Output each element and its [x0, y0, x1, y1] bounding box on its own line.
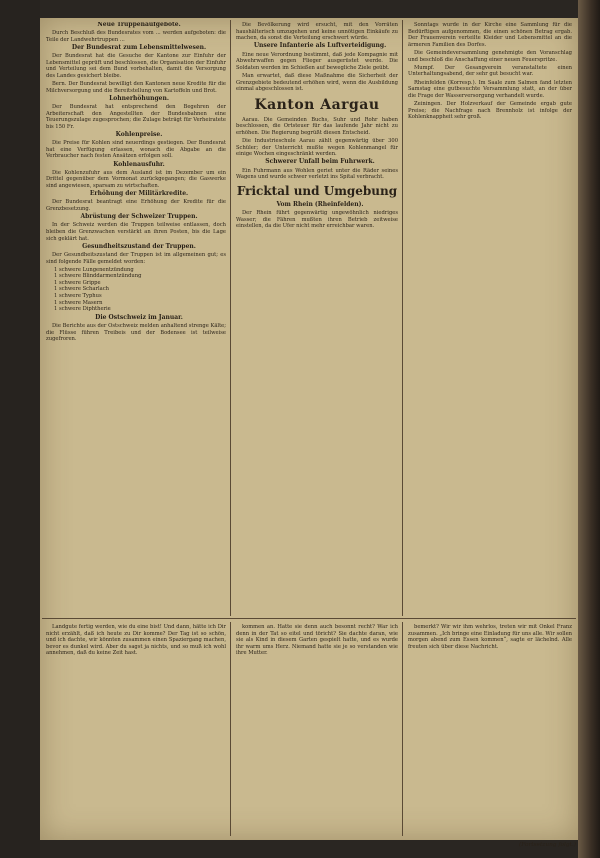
column-rule [230, 20, 231, 616]
article-text: Ein Fuhrmann aus Wohlen geriet unter die Räder seines Wagens und wurde schwer verletzt ins Spital verbracht. [236, 167, 398, 181]
list-item: 1 schwere Scharlach [54, 286, 109, 293]
section-title-aargau: Kanton Aargau [254, 96, 380, 113]
headline: Vom Rhein (Rheinfelden). [276, 200, 364, 208]
article-text: Sonntags wurde in der Kirche eine Sammlung für die Bedürftigen aufgenommen, die einen schönen Betrag ergab. Der Frauenverein verteilte Kleider und Lebensmittel an die ärmeren Familien des Dorfes. [408, 22, 572, 48]
article-text: Zeiningen. Der Holzverkauf der Gemeinde ergab gute Preise; die Nachfrage nach Brennholz ist infolge der Kohlenknappheit sehr groß. [408, 100, 572, 121]
section-rule [42, 618, 576, 619]
article-text: Die Industrieschule Aarau zählt gegenwärtig über 300 Schüler; der Unterricht mußte wegen Kohlenmangel für einige Wochen eingeschränkt werden. [236, 138, 398, 158]
story-text: Landgute fertig werden, wie du eine bist! Und dann, hätte ich Dir nicht erzählt, daß ich heute zu Dir komme? Der Tag ist so schön, und ich dachte, wir könnten zusammen einen Spaziergang machen, bevor es dunkel wird. Aber du sagst ja nichts, und so muß ich wohl annehmen, daß du keine Zeit hast. [46, 624, 226, 657]
headline: Abrüstung der Schweizer Truppen. [80, 213, 198, 221]
section-title-fricktal: Fricktal und Umgebung [236, 183, 398, 198]
headline: Kohlenausfuhr. [113, 160, 165, 168]
column-rule [402, 622, 403, 836]
book-spine [578, 0, 600, 858]
headline: Unsere Infanterie als Luftverteidigung. [253, 42, 387, 50]
article-text: Durch Beschluß des Bundesrates vom ... werden aufgeboten: die Teile der Landwehrtruppen ... [46, 30, 226, 43]
article-text: Die Bevölkerung wird ersucht, mit den Vorräten haushälterisch umzugehen und keine unnötigen Einkäufe zu machen, da sonst die Verteilung erschwert würde. [236, 22, 398, 42]
newspaper-page [40, 18, 578, 840]
article-text: Aarau. Die Gemeinden Buchs, Suhr und Rohr haben beschlossen, die Ortsteuer für das laufende Jahr nicht zu erhöhen. Die Regierung begrüßt diesen Entscheid. [236, 116, 398, 136]
article-text: Die Kohlenzufuhr aus dem Ausland ist im Dezember um ein Drittel gegenüber dem Vormonat zurückgegangen; die Gaswerke sind angewiesen, sparsam zu wirtschaften. [46, 169, 226, 189]
headline: Lohnerhöhungen. [109, 94, 169, 102]
list-item: 1 schwere Diphtherie [54, 306, 111, 313]
story-column-3 [408, 624, 572, 820]
list-item: 1 schwere Blinddarmentzündung [54, 273, 142, 280]
list-item: 1 schwere Typhus [54, 293, 102, 300]
news-column-2 [236, 22, 398, 616]
article-text: Der Bundesrat hat die Gesuche der Kantone zur Einfuhr der Lebensmittel geprüft und beschlossen, die Organisation der Einfuhr und Verteilung sei dem Bund vorbehalten, damit die Versorgung des Landes gesichert bleibe. [46, 53, 226, 79]
news-column-3 [408, 22, 572, 616]
list-item: 1 schwere Masern [54, 299, 103, 306]
article-text: Der Bundesrat beantragt eine Erhöhung der Kredite für die Grenzbesetzung. [46, 199, 226, 212]
article-text: Rheinfelden (Korresp.). Im Saale zum Salmen fand letzten Samstag eine gutbesuchte Versammlung statt, an der über die Frage der Wasserversorgung verhandelt wurde. [408, 79, 572, 99]
headline: Schwerer Unfall beim Fuhrwerk. [265, 158, 375, 166]
article-text: Man erwartet, daß diese Maßnahme die Sicherheit der Grenzgebiete bedeutend erhöhen wird, wenn die Ausbildung einmal abgeschlossen ist. [236, 72, 398, 93]
article-text: Die Preise für Kohlen sind neuerdings gestiegen. Der Bundesrat hat eine Verfügung erlassen, wonach die Abgabe an die Verbraucher nach festen Ansätzen erfolgen soll. [46, 140, 226, 160]
headline: Neue Truppenaufgebote. [97, 22, 181, 28]
article-text: Eine neue Verordnung bestimmt, daß jede Kompagnie mit Abwehrwaffen gegen Flieger ausgerüstet werde. Die Soldaten werden im Schießen auf bewegliche Ziele geübt. [236, 51, 398, 71]
article-text: Bern. Der Bundesrat bewilligt den Kantonen neue Kredite für die Milchversorgung und die Bereitstellung von Kartoffeln und Brot. [46, 81, 226, 94]
headline: Gesundheitszustand der Truppen. [82, 242, 196, 250]
article-text: Die Berichte aus der Ostschweiz melden anhaltend strenge Kälte; die Flüsse führen Treibeis und der Bodensee ist teilweise zugefroren. [46, 323, 226, 343]
story-text: bemerkt? Wir wir ihm wehrlos, treten wir mit Onkel Franz zusammen. „Ich bringe eine Einladung für uns alle. Wir sollen morgen abend zum Essen kommen“, sagte er lächelnd. Alle freuten sich über diese Nachricht. [408, 624, 572, 650]
column-rule [402, 20, 403, 616]
column-rule [230, 622, 231, 836]
story-column-1 [46, 624, 226, 834]
headline: Erhöhung der Militärkredite. [89, 190, 189, 198]
article-text: In der Schweiz werden die Truppen teilweise entlassen, doch bleiben die Grenzwachen verstärkt an ihren Posten, bis die Lage sich geklärt hat. [46, 222, 226, 242]
continuation-note: (Fortsetzung folgt.) [518, 842, 576, 848]
list-item: 1 schwere Lungenentzündung [54, 266, 134, 273]
scan-top-edge [40, 0, 578, 18]
article-text: Der Gesundheitszustand der Truppen ist im allgemeinen gut; es sind folgende Fälle gemeldet worden: [46, 251, 226, 265]
headline: Der Bundesrat zum Lebensmittelwesen. [71, 43, 207, 51]
article-text: Der Rhein führt gegenwärtig ungewöhnlich niedriges Wasser; die Fähren mußten ihren Betrieb zeitweise einstellen, da die Ufer nicht mehr erreichbar waren. [236, 210, 398, 230]
article-text: Mumpf. Der Gesangverein veranstaltete einen Unterhaltungsabend, der sehr gut besucht war. [408, 64, 572, 78]
news-column-1 [46, 22, 226, 616]
scan-left-edge [0, 0, 40, 858]
article-text: Der Bundesrat hat entsprechend den Begehren der Arbeiterschaft den Angestellten der Bundesbahnen eine Teuerungszulage zugesprochen; die Zulage beträgt für Verheiratete bis 150 Fr. [46, 104, 226, 130]
headline: Kohlenpreise. [115, 131, 163, 139]
headline: Die Ostschweiz im Januar. [95, 313, 183, 321]
list-item: 1 schwere Grippe [54, 279, 101, 286]
story-text: kommen an. Hatte sie denn auch besonnt recht? War ich denn in der Tat so eitel und töricht? Sie dachte daran, wie sie als Kind in diesem Garten gespielt hatte, und es wurde ihr warm ums Herz. Niemand hatte sie je so verstanden wie ihre Mutter. [236, 624, 398, 657]
story-column-2 [236, 624, 398, 834]
article-text: Die Gemeindeversammlung genehmigte den Voranschlag und beschloß die Anschaffung einer neuen Feuerspritze. [408, 49, 572, 63]
case-list [54, 267, 226, 313]
